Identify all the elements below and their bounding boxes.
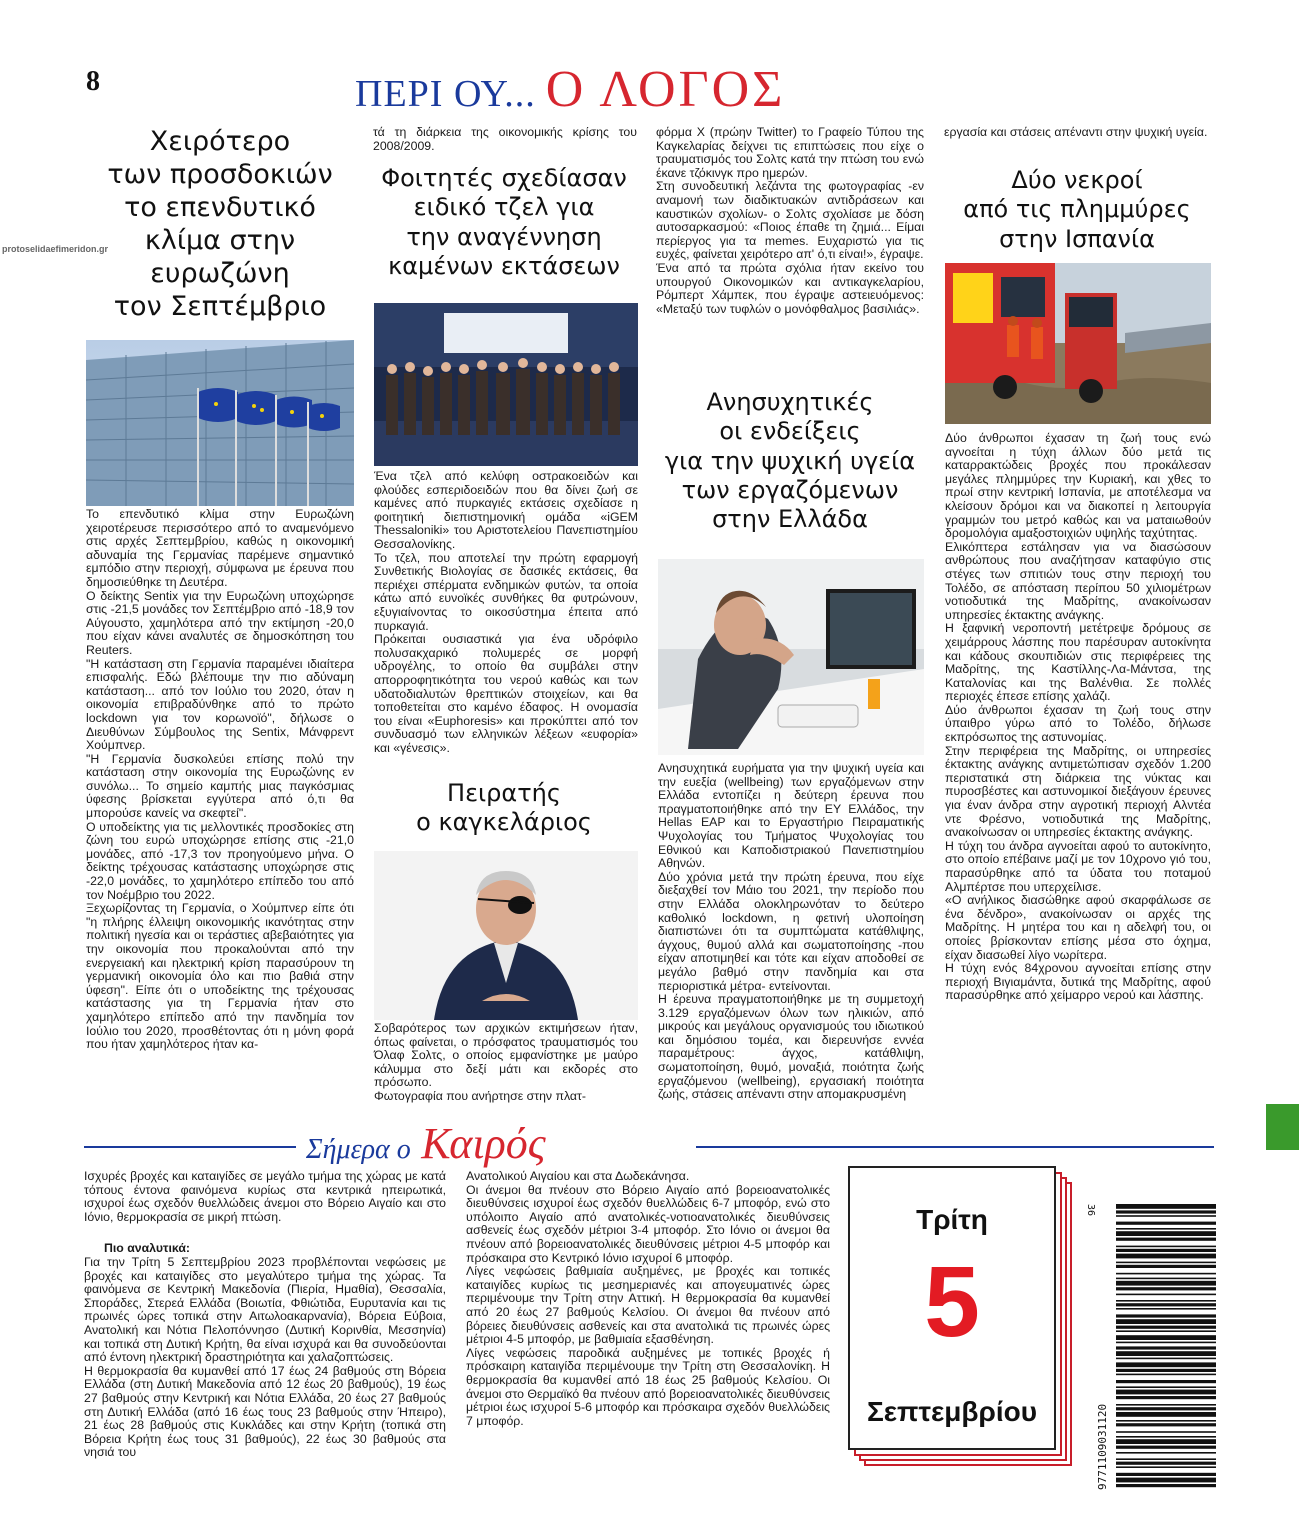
barcode-bar [1116,1303,1216,1306]
barcode-bar [1116,1412,1216,1417]
watermark: protoselidaefimeridon.gr [2,244,109,254]
barcode-bar [1116,1281,1216,1286]
page-number: 8 [86,66,100,97]
barcode-bar [1116,1386,1216,1388]
barcode-bar [1116,1300,1216,1302]
barcode-bar [1116,1273,1216,1275]
article4-headline: Ανησυχητικές οι ενδείξεις για την ψυχική υγεία των εργαζόμενων στην Ελλάδα [664,388,916,534]
calendar-month: Σεπτεμβρίου [866,1396,1038,1427]
weather-title-big: Καιρός [421,1119,546,1168]
stressed-worker-photo [658,559,924,755]
barcode-bar [1116,1326,1216,1329]
barcode-bar [1116,1358,1216,1360]
barcode-digits: 9771109031120 [1096,1403,1109,1490]
masthead [355,60,955,118]
masthead-big: Ο ΛΟΓΟΣ [545,61,786,118]
article2-headline: Φοιτητές σχεδίασαν ειδικό τζελ για την αναγέννηση καμένων εκτάσεων [381,164,627,280]
barcode-bar [1116,1215,1216,1217]
barcode-bar [1116,1466,1216,1468]
weather-intro: Ισχυρές βροχές και καταιγίδες σε μεγάλο τμήμα της χώρας με κατά τόπους έντονα φαινόμενα κυρίως στα κεντρικά ηπειρωτικά, ισχυροί έως σχεδόν θυελλώδεις άνεμοι στο Βόρειο Αιγαίο και στο Ιόνιο, θερμοκρασία σε μικρή πτώση. [84,1169,446,1224]
barcode-bar [1116,1420,1216,1422]
barcode-bar [1116,1254,1216,1259]
barcode-bar [1116,1404,1216,1406]
flood-photo [945,263,1211,424]
scholz-photo [374,851,638,1020]
barcode-bar [1116,1335,1216,1340]
barcode-issue: 36 [1085,1204,1096,1217]
barcode-bar [1116,1374,1216,1376]
students-photo [374,303,638,466]
barcode-bar [1116,1484,1216,1487]
calendar-day-number: 5 [924,1246,980,1358]
weather-col1-body: Για την Τρίτη 5 Σεπτεμβρίου 2023 προβλέπονται νεφώσεις με βροχές και καταιγίδες στο μεγαλύτερο τμήμα της χώρας. Τα φαινόμενα σε Κεντρική Μακεδονία (Πιερία, Ημαθία), Θεσσαλία, Σποράδες, Στερεά Ελλάδα (Βοιωτία, Φθιώτιδα, Ευρυτανία και τις πρωινές ώρες τοπικά στην Αιτωλοακαρνανία), Βόρεια Εύβοια, Ανατολική και Νότια Πελοπόννησο (Δυτική Κορινθία, Μεσσηνία) και τοπικά στη Δυτική Κρήτη, θα είναι ισχυρά και θα συνοδεύονται από έντονη ηλεκτρική δραστηριότητα και χαλαζοπτώσεις. Η θερμοκρασία θα κυμανθεί από 17 έως 24 βαθμούς στη Βόρεια Ελλάδα (στη Δυτική Μακεδονία από 12 έως 20 βαθμούς), 19 έως 27 βαθμούς στην Κεντρική και Νότια Ελλάδα, 20 έως 27 βαθμούς στη Δυτική Ελλάδα (από 16 έως τους 23 βαθμούς στην Ήπειρο), 21 έως 28 βαθμούς στις Κυκλάδες και στην Κρήτη (τοπικά στη Βόρεια Κρήτη έως τους 31 βαθμούς), 22 έως 30 βαθμούς στα νησιά του [84,1255,446,1460]
barcode-bar [1116,1342,1216,1344]
barcode-bar [1116,1369,1216,1372]
barcode-bar [1116,1439,1216,1444]
barcode-bar [1116,1330,1216,1332]
article1-body: Το επενδυτικό κλίμα στην Ευρωζώνη χειροτέρευσε περισσότερο από το αναμενόμενο στις αρχές Σεπτεμβρίου, καθώς η οικονομική αδυναμία της Γερμανίας παρέμενε σημαντικό εμπόδιο στην περιοχή, σύμφωνα με έρευνα που δημοσιεύθηκε τη Δευτέρα. Ο δείκτης Sentix για την Ευρωζώνη υποχώρησε στις -21,5 μονάδες τον Σεπτέμβριο από -18,9 τον Αύγουστο, χαμηλότερα από την εκτίμηση -20,0 που είχαν κάνει αναλυτές σε δημοσκόπηση του Reuters. "Η κατάσταση στη Γερμανία παραμένει ιδιαίτερα επισφαλής. Εδώ βλέπουμε την πιο αδύναμη κατάσταση... από τον Ιούλιο του 2020, όταν η οικονομία επιβραδύνθηκε από το πρώτο lockdown για τον κορωνοϊό", δήλωσε ο Διευθύνων Σύμβουλος της Sentix, Μάνφρεντ Χούμπνερ. "Η Γερμανία δυσκολεύει επίσης πολύ την κατάσταση στην οικονομία της Ευρωζώνης εν συνόλω... Το σημείο καμπής μιας παγκόσμιας ύφεσης βρίσκεται εγγύτερα από ό,τι θα μπορούσε κανείς να σκεφτεί". Ο υποδείκτης για τις μελλοντικές προσδοκίες στη ζώνη του ευρώ υποχώρησε επίσης στις -21,0 μονάδες, από -17,3 τον προηγούμενο μήνα. Ο δείκτης τρέχουσας κατάστασης υποχώρησε στις -22,0 μονάδες, το χαμηλότερο επίπεδο του από τον Νοέμβριο του 2022. Ξεχωρίζοντας τη Γερμανία, ο Χούμπνερ είπε ότι "η πλήρης έλλειψη οικονομικής ικανότητας στην πολιτική ηγεσία και οι τεράστιες αβεβαιότητες για την οικονομία που προκαλούνται από την ενεργειακή και ηλεκτρική κρίση παρασύρουν τη γερμανική οικονομία όλο και πιο βαθιά στην ύφεση". Είπε ότι ο υποδείκτης της τρέχουσας κατάστασης για τη Γερμανία ήταν στο χαμηλότερο επίπεδο από την πανδημία τον Ιούλιο του 2020, προσθέτοντας ότι η μόνη φορά που ήταν χαμηλότερος ήταν κα- [86,507,354,1052]
barcode-bar [1116,1452,1216,1454]
barcode-bar [1116,1458,1216,1460]
barcode-bar [1116,1262,1216,1264]
barcode-bar [1116,1423,1216,1426]
article5-headline: Δύο νεκροί από τις πλημμύρες στην Ισπανία [963,166,1191,253]
barcode-bar [1116,1287,1216,1290]
barcode-bar [1116,1228,1216,1230]
barcode-bar [1116,1473,1216,1476]
calendar-sheet [848,1166,1056,1450]
barcode-bar [1116,1390,1216,1395]
section-tab [1266,1104,1299,1150]
barcode-bar [1116,1222,1216,1225]
barcode-bar [1116,1396,1216,1399]
article5-body: Δύο άνθρωποι έχασαν τη ζωή τους ενώ αγνοείται η τύχη άλλων δύο μετά τις καταρρακτώδεις βροχές που προκάλεσαν μεγάλες πλημμύρες την Κυριακή, και χθες το πρωί στην κεντρική Ισπανία, με αποτέλεσμα να κλείσουν δρόμοι και να διακοπεί η λειτουργία γραμμών του μετρό καθώς και να ματαιωθούν δρομολόγια αμαξοστοιχιών υψηλής ταχύτητας. Ελικόπτερα εστάλησαν για να διασώσουν ανθρώπους που αναζήτησαν καταφύγιο στις στέγες των σπιτιών τους στην περιοχή του Τολέδο, σε απόσταση περίπου 50 χιλιομέτρων νοτιοδυτικά της Μαδρίτης, ανακοίνωσαν υπηρεσίες έκτακτης ανάγκης. Η ξαφνική νεροποντή μετέτρεψε δρόμους σε χειμάρρους λάσπης που παρέσυραν αυτοκίνητα και κάδους σκουπιδιών στις περιφέρειες της Μαδρίτης, της Καστίλλης-Λα-Μάντσα, της Καταλονίας και της Βαλένθια. Σε πολλές περιοχές έπεσε επίσης χαλάζι. Δύο άνθρωποι έχασαν τη ζωή τους στην ύπαιθρο γύρω από το Τολέδο, δήλωσε εκπρόσωπος της αστυνομίας. Στην περιφέρεια της Μαδρίτης, οι υπηρεσίες έκτακτης ανάγκης αντιμετώπισαν σχεδόν 1.200 περιστατικά στη διάρκεια της νύκτας και πυροσβέστες και αστυνομικοί διεξάγουν έρευνες για έναν άνδρα στην αγροτική περιοχή Αλντέα ντε Φρέσνο, νοτιοδυτικά της Μαδρίτης, ανακοίνωσαν οι υπηρεσίες έκτακτης ανάγκης. Η τύχη του άνδρα αγνοείται αφού το αυτοκίνητο, στο οποίο επέβαινε μαζί με τον 10χρονο γιό του, παρασύρθηκε από τα ύδατα του ποταμού Αλμπέρτσε που υπερχείλισε. «Ο ανήλικος διασώθηκε αφού σκαρφάλωσε σε ένα δένδρο», ανακοίνωσαν οι αρχές της Μαδρίτης. Η μητέρα του και η αδελφή του, οι οποίες βρίσκονταν επίσης μέσα στο όχημα, είχαν διασωθεί λίγο νωρίτερα. Η τύχη ενός 84χρονου αγνοείται επίσης στην περιοχή Βιγιαμάντα, δυτικά της Μαδρίτης, αφού παρασύρθηκε από χείμαρρο νερού και λάσπης. [945,431,1211,1003]
barcode-bar [1116,1308,1216,1310]
masthead-small: ΠΕΡΙ ΟΥ... [355,73,536,115]
barcode-bar [1116,1351,1216,1356]
barcode-bar [1116,1462,1216,1465]
barcode-bar [1116,1314,1216,1317]
barcode-bar [1116,1249,1216,1252]
barcode-bar [1116,1204,1216,1209]
weather-subhead: Πιο αναλυτικά: [104,1241,190,1255]
article3-body: Σοβαρότερος των αρχικών εκτιμήσεων ήταν, όπως φαίνεται, ο πρόσφατος τραυματισμός του Όλαφ Σολτς, ο οποίος εμφανίστηκε με μαύρο κάλυμμα στο δεξί μάτι και εκδορές στο πρόσωπο. Φωτογραφία που ανήρτησε στην πλατ- [374,1021,638,1103]
barcode-bar [1116,1431,1216,1433]
barcode-bar [1116,1231,1216,1236]
barcode-bar [1116,1294,1216,1296]
article2-lead: τά τη διάρκεια της οικονομικής κρίσης του 2008/2009. [373,125,637,153]
barcode-bar [1116,1436,1216,1438]
barcode-bar [1116,1478,1216,1483]
barcode-bar [1116,1278,1216,1280]
barcode-bar [1116,1319,1216,1324]
barcode-bar [1116,1362,1216,1367]
article3-continued: φόρμα Χ (πρώην Twitter) το Γραφείο Τύπου της Καγκελαρίας δείχνει τις επιπτώσεις που είχε ο τραυματισμός του Σολτς κατά την πτώση του ενώ έκανε τζόκινγκ προ ημερών. Στη συνοδευτική λεζάντα της φωτογραφίας -εν αναμονή των διαδικτυακών αντιδράσεων και καυστικών σχολίων- ο Σολτς σχολίασε με δόση αυτοσαρκασμού: «Ποιος έπαθε τη ζημιά... Είμαι περίεργος για τα memes. Ευχαριστώ για τις ευχές, φαίνεται χειρότερο απ' ό,τι είναι!», έγραψε. Ένα από τα πρώτα σχόλια ήταν εκείνο του υπουργού Οικονομικών και αντικαγκελαρίου, Ρόμπερτ Χάμπεκ, που έγραψε αστειευόμενος: «Μεταξύ των τυφλών ο μονόφθαλμος βασιλιάς». [656,125,924,316]
weather-col2-body: Ανατολικού Αιγαίου και στα Δωδεκάνησα. Οι άνεμοι θα πνέουν στο Βόρειο Αιγαίο από βορειοανατολικές διευθύνσεις ισχυροί έως σχεδόν θυελλώδεις 6-7 μποφόρ, ενώ στο υπόλοιπο Αιγαίο από ανατολικές-νοτιοανατολικές διευθύνσεις ασθενείς έως σχεδόν μέτριοι 3-4 μποφόρ. Στο Ιόνιο οι άνεμοι θα πνέουν από βορειοανατολικές διευθύνσεις μέτριοι 4-5 μποφόρ και πρόσκαιρα στο Κεντρικό Ιόνιο ισχυροί 6 μποφόρ. Λίγες νεφώσεις βαθμιαία αυξημένες, με βροχές και τοπικές καταιγίδες κυρίως τις μεσημεριανές και απογευματινές ώρες περιμένουμε την Τρίτη στην Αττική. Η θερμοκρασία θα κυμανθεί από 20 έως 27 βαθμούς Κελσίου. Οι άνεμοι θα πνέουν από βόρειες διευθύνσεις ασθενείς και στα ανατολικά τις πρωινές ώρες μέτριοι 4-5 μποφόρ, με βαθμιαία εξασθένηση. Λίγες νεφώσεις παροδικά αυξημένες με τοπικές βροχές ή πρόσκαιρη καταιγίδα περιμένουμε την Τρίτη στη Θεσσαλονίκη. Η θερμοκρασία θα κυμανθεί από 18 έως 25 βαθμούς Κελσίου. Οι άνεμοι στο Θερμαϊκό θα πνέουν από βορειοανατολικές διευθύνσεις μέτριοι έως ισχυροί 5-6 μποφόρ και πρόσκαιρα σχεδόν θυελλώδεις 7 μποφόρ. [466,1169,830,1428]
calendar [848,1166,1072,1466]
article2-body: Ένα τζελ από κελύφη οστρακοειδών και φλούδες εσπεριδοειδών που θα δίνει ζωή σε καμένες από πυρκαγιές εκτάσεις σχεδίασε η φοιτητική διεπιστημονική ομάδα «iGEM Thessaloniki» του Αριστοτελείου Πανεπιστημίου Θεσσαλονίκης. Το τζελ, που αποτελεί την πρώτη εφαρμογή Συνθετικής Βιολογίας σε δασικές εκτάσεις, θα περιέχει σπέρματα ενδημικών φυτών, τα οποία κάτω από ευνοϊκές συνθήκες θα φυτρώνουν, εξυγιαίνοντας το οικοσύστημα έπειτα από πυρκαγιά. Πρόκειται ουσιαστικά για ένα υδρόφιλο πολυσακχαρικό πολυμερές σε μορφή υδρογέλης, το οποίο θα συμβάλει στην απορροφητικότητα του νερού καθώς και των υδατοδιαλυτών θρεπτικών στοιχείων, και θα τοποθετείται στο καμένο έδαφος. Η ονομασία του είναι «Euphoresis» και προκύπτει από τον συνδυασμό των ελληνικών λέξεων «ευφορία» και «γένεσις». [374,469,638,755]
barcode-bar [1116,1446,1216,1449]
barcode-bar [1116,1210,1216,1213]
article4-body: Ανησυχητικά ευρήματα για την ψυχική υγεία και την ευεξία (wellbeing) των εργαζόμενων στην Ελλάδα εντοπίζει η δεύτερη έρευνα που πραγματοποιήθηκε από την ΕΥ Ελλάδος, την Hellas EAP και το Εργαστήριο Πειραματικής Ψυχολογίας του Τμήματος Ψυχολογίας του Εθνικού και Καποδιστριακού Πανεπιστημίου Αθηνών. Δύο χρόνια μετά την πρώτη έρευνα, που είχε διεξαχθεί τον Μάιο του 2021, την περίοδο που στην Ελλάδα ολοκληρωνόταν το δεύτερο καθολικό lockdown, η φετινή υλοποίηση διαπιστώνει ότι τα συμπτώματα κατάθλιψης, άγχους, θυμού αλλά και σωματοποίησης -που είχαν αποτιμηθεί και τότε και είχαν αποδοθεί σε μεγάλο βαθμό στην πανδημία και στα περιοριστικά μέτρα- εντείνονται. Η έρευνα πραγματοποιήθηκε με τη συμμετοχή 3.129 εργαζόμενων όλων των ηλικιών, από μικρούς και μεγάλους οργανισμούς του ιδιωτικού και δημόσιου τομέα, και διερευνήσε εννέα παραμέτρους: άγχος, κατάθλιψη, σωματοποίηση, θυμό, μοναξιά, ποιότητα ζωής εργαζόμενου (wellbeing), εργασιακή ποιότητα ζωής, στάσεις απέναντι στην απομακρυσμένη [658,761,924,1102]
article3-headline: Πειρατής ο καγκελάριος [416,779,592,837]
barcode-bar [1116,1380,1216,1383]
weather-title-small: Σήμερα ο [306,1134,411,1165]
barcode-bar [1116,1407,1216,1410]
article4-continued: εργασία και στάσεις απέναντι στην ψυχική υγεία. [944,125,1208,139]
barcode-bar [1116,1346,1216,1349]
barcode-bar [1116,1246,1216,1248]
barcode-bar [1116,1238,1216,1241]
calendar-day-name: Τρίτη [916,1204,988,1235]
article1-headline: Χειρότερο των προσδοκιών το επενδυτικό κλίμα στην ευρωζώνη τον Σεπτέμβριο [107,126,333,322]
weather-title [306,1118,546,1169]
barcode-bar [1116,1265,1216,1268]
eu-flags-photo [86,340,354,506]
